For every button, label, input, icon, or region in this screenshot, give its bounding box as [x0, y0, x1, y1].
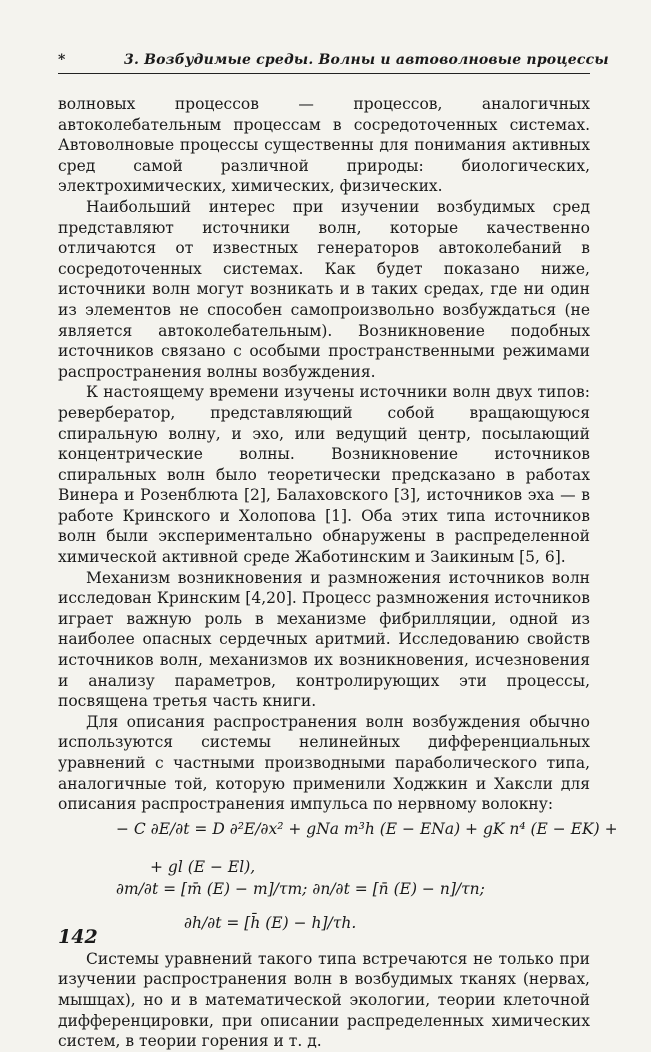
page-number: 142: [58, 926, 98, 948]
paragraph-3: К настоящему времени изучены источники волн двух типов: ревербератор, представляющий собой вращающуюся спиральную волну, и эхо, или ведущий центр, посылающий концентрические волны. Возникновение источников спиральных волн было теоретически предсказано в работах Винера и Розенблюта [2], Балаховского [3], источников эха — в работе Кринского и Холопова [1]. Оба этих типа источников волн были экспериментально обнаружены в распределенной химической активной среде Жаботинским и Заикиным [5, 6].: [58, 383, 590, 567]
equation-line-4: ∂h/∂t = [h̄ (E) − h]/τh.: [184, 913, 357, 932]
paragraph-2: Наибольший интерес при изучении возбудимых сред представляют источники волн, которые качественно отличаются от известных генераторов автоколебаний в сосредоточенных системах. Как будет показано ниже, источники волн могут возникать и в таких средах, где ни один из элементов не способен самопроизвольно возбуждаться (не является автоколебательным). Возникновение подобных источников связано с особыми пространственными режимами распространения волны возбуждения.: [58, 197, 590, 381]
paragraph-5: Для описания распространения волн возбуждения обычно используются системы нелинейных дифференциальных уравнений с частными производными параболического типа, аналогичные той, которую применили Ходжкин и Хаксли для описания распространения импульса по нервному волокну:: [58, 712, 590, 814]
paragraph-4: Механизм возникновения и размножения источников волн исследован Кринским [4,20]. Процесс размножения источников играет важную роль в механизме фибрилляции, одной из наиболее опасных сердечных аритмий. Исследованию свойств источников волн, механизмов их возникновения, исчезновения и анализу параметров, контролирующих эти процессы, посвящена третья часть книги.: [58, 568, 590, 711]
equation-line-3: ∂m/∂t = [m̄ (E) − m]/τm; ∂n/∂t = [n̄ (E) − n]/τn;: [116, 879, 485, 898]
hodgkin-huxley-equations: [58, 819, 618, 945]
paragraph-6: Системы уравнений такого типа встречаются не только при изучении распространения волн в возбудимых тканях (нервах, мышцах), но и в математической экологии, теории клеточной дифференцировки, при описании распределенных химических систем, в теории горения и т. д.: [58, 949, 590, 1051]
page-body: [58, 94, 618, 1052]
equation-line-2: + gl (E − El),: [150, 857, 256, 876]
equation-line-1: − C ∂E/∂t = D ∂²E/∂x² + gNa m³h (E − ENa) + gK n⁴ (E − EK) +: [116, 819, 618, 838]
paragraph-1: волновых процессов — процессов, аналогичных автоколебательным процессам в сосредоточенных системах. Автоволновые процессы существенны для понимания активных сред самой различной природы: биологических, электрохимических, химических, физических.: [58, 95, 590, 196]
header-ornament: *: [58, 52, 66, 68]
header-rule: [58, 73, 590, 74]
running-header: [58, 50, 609, 74]
chapter-title: 3. Возбудимые среды. Волны и автоволновые процессы: [124, 52, 609, 68]
